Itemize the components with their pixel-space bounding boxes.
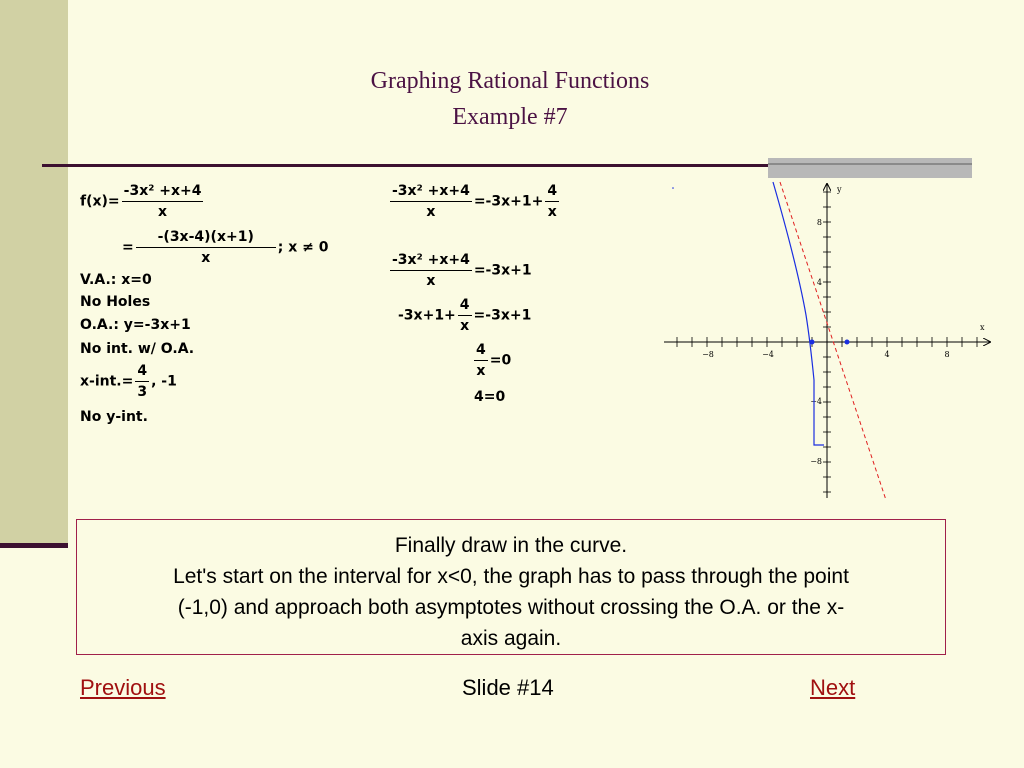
r2-fraction <box>390 253 472 288</box>
f-fraction <box>122 184 204 219</box>
vertical-asymptote: V.A.: x=0 <box>80 272 152 288</box>
r1-rem-numerator: 4 <box>545 184 559 202</box>
explanation-box <box>76 519 946 655</box>
decorative-bar <box>768 158 972 178</box>
xint-denominator: 3 <box>137 384 148 400</box>
set-equal-oa <box>388 253 532 288</box>
f-numerator: -3x² +x+4 <box>122 184 204 202</box>
r4-denominator: x <box>476 363 486 379</box>
r2-numerator: -3x² +x+4 <box>390 253 472 271</box>
x-tick-label: 8 <box>944 350 950 359</box>
x-axis-label: x <box>980 323 985 332</box>
y-tick-label: 4 <box>816 278 822 287</box>
r3-lhs: -3x+1+ <box>398 307 456 324</box>
r1-denominator: x <box>426 204 436 220</box>
factored-form <box>122 230 328 265</box>
slide-number: Slide #14 <box>462 675 554 700</box>
x-tick-label: −4 <box>762 350 774 359</box>
next-link[interactable]: Next <box>810 675 856 700</box>
r4-rhs: =0 <box>489 352 512 369</box>
y-tick-label: 8 <box>816 218 822 227</box>
factored-denominator: x <box>201 250 211 266</box>
explanation-line: (-1,0) and approach both asymptotes without crossing the O.A. or the x- <box>177 596 845 619</box>
r4-fraction <box>474 343 488 378</box>
substituted-equation <box>398 298 531 333</box>
explanation-line: axis again. <box>460 627 562 650</box>
r2-rhs: =-3x+1 <box>473 262 532 279</box>
r1-remainder <box>545 184 559 219</box>
oa-intersection: No int. w/ O.A. <box>80 341 195 357</box>
x-intercepts <box>80 364 177 399</box>
stray-dot <box>672 187 674 189</box>
y-tick-label: −4 <box>810 397 822 406</box>
xint-prefix: x-int.= <box>80 373 134 390</box>
explanation-line: Finally draw in the curve. <box>394 534 628 557</box>
x-intercept-point <box>845 340 850 345</box>
xint-fraction <box>135 364 149 399</box>
xint-suffix: , -1 <box>151 373 177 390</box>
sidebar-rule <box>0 543 68 548</box>
f-denominator: x <box>158 204 168 220</box>
domain-restriction: ; x ≠ 0 <box>277 239 329 256</box>
oblique-asymptote-line <box>780 182 886 500</box>
y-intercept: No y-int. <box>80 409 148 425</box>
title-divider <box>42 164 768 167</box>
xint-numerator: 4 <box>135 364 149 382</box>
previous-link[interactable]: Previous <box>80 675 166 700</box>
x-tick-label: −8 <box>702 350 714 359</box>
r4-numerator: 4 <box>474 343 488 361</box>
r3-fraction <box>458 298 472 333</box>
r1-fraction <box>390 184 472 219</box>
contradiction-statement: 4=0 <box>474 389 506 405</box>
r3-numerator: 4 <box>458 298 472 316</box>
slide-title: Graphing Rational Functions <box>370 68 650 94</box>
x-tick-label: 4 <box>884 350 890 359</box>
y-axis-label: y <box>837 185 842 194</box>
r3-rhs: =-3x+1 <box>473 307 532 324</box>
factored-numerator: -(3x-4)(x+1) <box>136 230 276 248</box>
oblique-asymptote: O.A.: y=-3x+1 <box>80 317 191 333</box>
holes-statement: No Holes <box>80 294 151 310</box>
r1-numerator: -3x² +x+4 <box>390 184 472 202</box>
y-tick-label: −8 <box>810 457 822 466</box>
slide-subtitle: Example #7 <box>452 104 568 130</box>
factored-fraction <box>136 230 276 265</box>
r3-denominator: x <box>460 318 470 334</box>
r1-middle: =-3x+1+ <box>473 193 544 210</box>
left-sidebar <box>0 0 68 548</box>
r1-rem-denominator: x <box>547 204 557 220</box>
division-result <box>388 184 561 219</box>
explanation-line: Let's start on the interval for x<0, the graph has to pass through the point <box>173 565 849 588</box>
coordinate-graph <box>664 180 994 500</box>
remainder-equation <box>472 343 511 378</box>
function-definition <box>80 184 205 219</box>
f-label: f(x)= <box>80 193 120 210</box>
eq2-prefix: = <box>122 239 134 256</box>
x-intercept-point <box>810 340 815 345</box>
r2-denominator: x <box>426 273 436 289</box>
